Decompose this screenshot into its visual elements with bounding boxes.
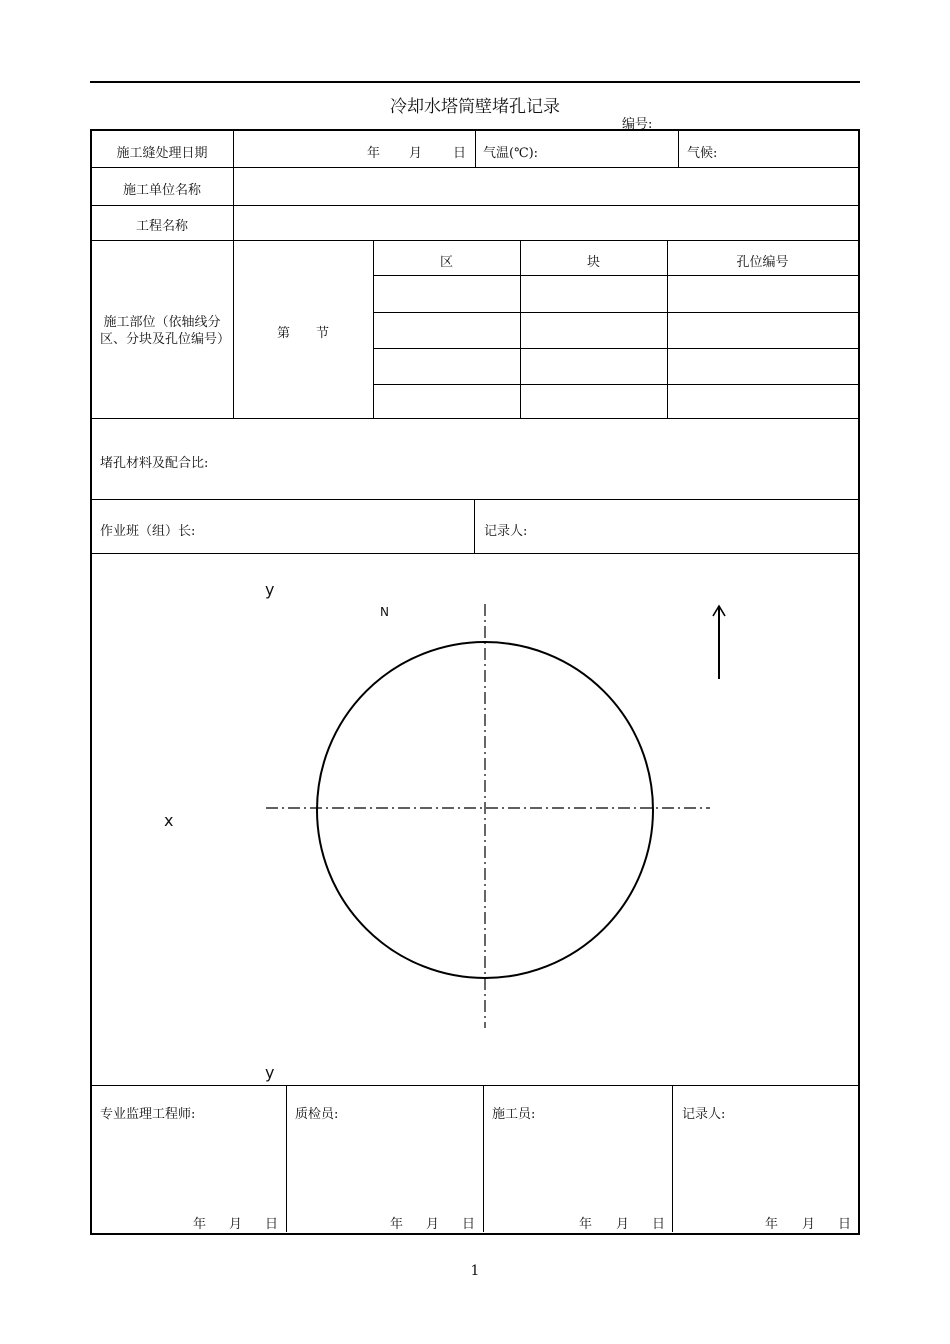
sign-year: 年 [193,1217,207,1232]
hole-number-header: 孔位编号 [736,255,789,270]
section-label: 第 节 [276,326,329,341]
sign-day: 日 [265,1217,279,1232]
supervisor-label: 专业监理工程师: [100,1107,196,1122]
page-number: 1 [470,1263,480,1279]
y-axis-top-label: y [265,580,275,599]
material-ratio-label: 堵孔材料及配合比: [100,456,209,471]
sign-month: 月 [229,1217,243,1232]
sign-day: 日 [838,1217,852,1232]
page-title: 冷却水塔筒壁堵孔记录 [390,97,560,117]
recorder-label: 记录人: [484,524,528,539]
date-label: 施工缝处理日期 [116,146,208,161]
sign-month: 月 [802,1217,816,1232]
zone-header: 区 [439,255,453,270]
sign-year: 年 [390,1217,404,1232]
constructor-label: 施工员: [492,1107,536,1122]
inspector-label: 质检员: [295,1107,339,1122]
serial-number-label: 编号: [622,117,653,132]
weather-label: 气候: [687,146,718,161]
date-day: 日 [453,146,467,161]
y-axis-bottom-label: y [265,1063,275,1082]
sign-month: 月 [616,1217,630,1232]
sign-year: 年 [579,1217,593,1232]
block-header: 块 [586,255,600,270]
project-name-label: 工程名称 [135,219,188,234]
team-leader-label: 作业班（组）长: [100,524,196,539]
sign-day: 日 [652,1217,666,1232]
date-month: 月 [409,146,423,161]
x-axis-label: x [164,811,174,830]
date-year: 年 [367,146,381,161]
temperature-label: 气温(℃): [483,146,539,161]
construction-unit-label: 施工单位名称 [122,183,201,198]
north-label: N [380,605,389,619]
north-arrow-icon [713,606,725,679]
sign-day: 日 [462,1217,476,1232]
location-label: 施工部位（依轴线分区、分块及孔位编号） [100,315,231,347]
sign-year: 年 [765,1217,779,1232]
sign-month: 月 [426,1217,440,1232]
sign-recorder-label: 记录人: [682,1107,726,1122]
